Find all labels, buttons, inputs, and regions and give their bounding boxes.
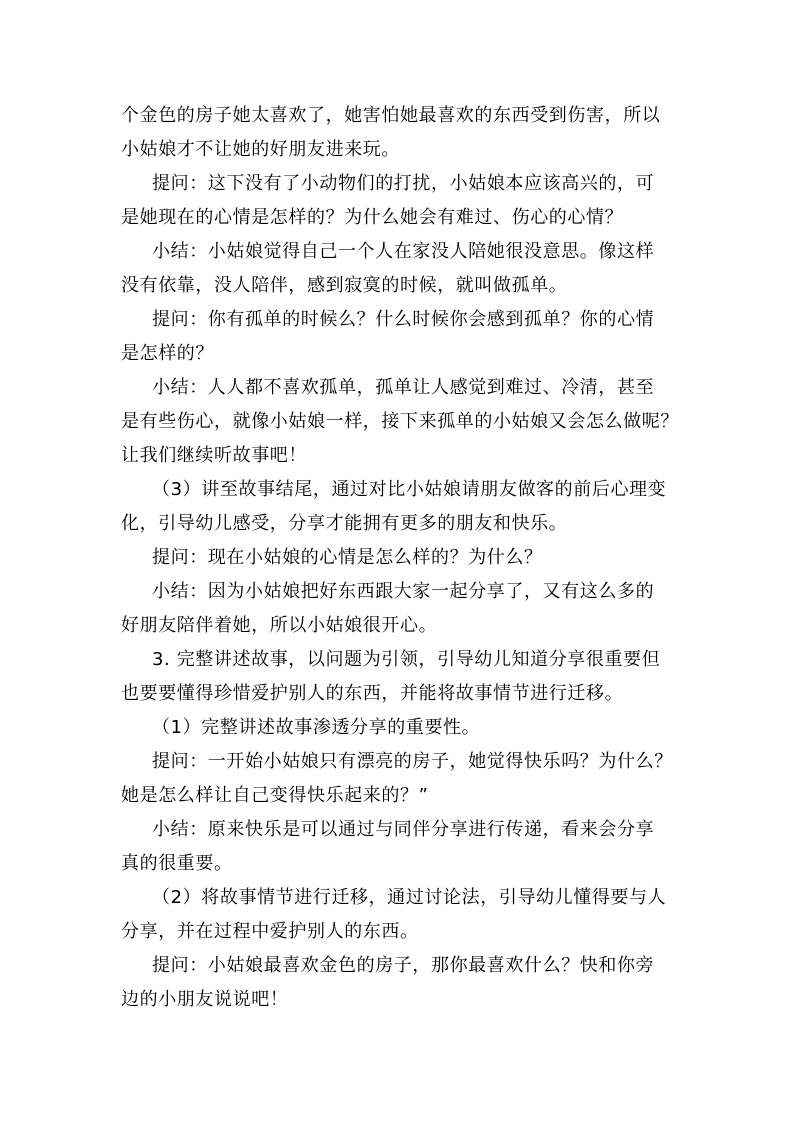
text-line: 提问：这下没有了小动物们的打扰，小姑娘本应该高兴的，可: [152, 173, 655, 194]
text-line: 她是怎么样让自己变得快乐起来的？”: [121, 785, 429, 806]
text-line: 分享，并在过程中爱护别人的东西。: [121, 921, 419, 942]
text-line: 好朋友陪伴着她，所以小姑娘很开心。: [121, 615, 438, 636]
text-line: （3）讲至故事结尾，通过对比小姑娘请朋友做客的前后心理变: [152, 479, 667, 500]
text-line: 边的小朋友说说吧！: [121, 989, 289, 1010]
text-line: 小结：人人都不喜欢孤单，孤单让人感觉到难过、冷清，甚至: [152, 377, 655, 398]
text-line: 化，引导幼儿感受，分享才能拥有更多的朋友和快乐。: [121, 513, 568, 534]
text-line: 提问：你有孤单的时候么？什么时候你会感到孤单？你的心情: [152, 309, 655, 330]
text-line: 个金色的房子她太喜欢了，她害怕她最喜欢的东西受到伤害，所以: [121, 105, 661, 126]
text-line: 是她现在的心情是怎样的？为什么她会有难过、伤心的心情？: [121, 207, 624, 228]
text-line: 是有些伤心，就像小姑娘一样，接下来孤单的小姑娘又会怎么做呢？: [121, 411, 679, 432]
text-line: 小结：小姑娘觉得自己一个人在家没人陪她很没意思。像这样: [152, 241, 655, 262]
text-line: 真的很重要。: [121, 853, 233, 874]
text-line: 让我们继续听故事吧！: [121, 445, 307, 466]
text-line: （2）将故事情节进行迁移，通过讨论法，引导幼儿懂得要与人: [152, 887, 667, 908]
text-line: 提问：一开始小姑娘只有漂亮的房子，她觉得快乐吗？为什么？: [152, 751, 673, 772]
text-line: 提问：小姑娘最喜欢金色的房子，那你最喜欢什么？快和你旁: [152, 955, 655, 976]
text-line: 小结：原来快乐是可以通过与同伴分享进行传递，看来会分享: [152, 819, 655, 840]
text-line: 小姑娘才不让她的好朋友进来玩。: [121, 139, 400, 160]
text-line: 提问：现在小姑娘的心情是怎么样的？为什么？: [152, 547, 543, 568]
text-line: （1）完整讲述故事渗透分享的重要性。: [152, 717, 481, 738]
text-line: 3. 完整讲述故事，以问题为引领，引导幼儿知道分享很重要但: [152, 649, 661, 670]
text-line: 也要要懂得珍惜爱护别人的东西，并能将故事情节进行迁移。: [121, 683, 624, 704]
text-line: 没有依靠，没人陪伴，感到寂寞的时候，就叫做孤单。: [121, 275, 568, 296]
text-line: 小结：因为小姑娘把好东西跟大家一起分享了，又有这么多的: [152, 581, 655, 602]
text-line: 是怎样的？: [121, 343, 214, 364]
